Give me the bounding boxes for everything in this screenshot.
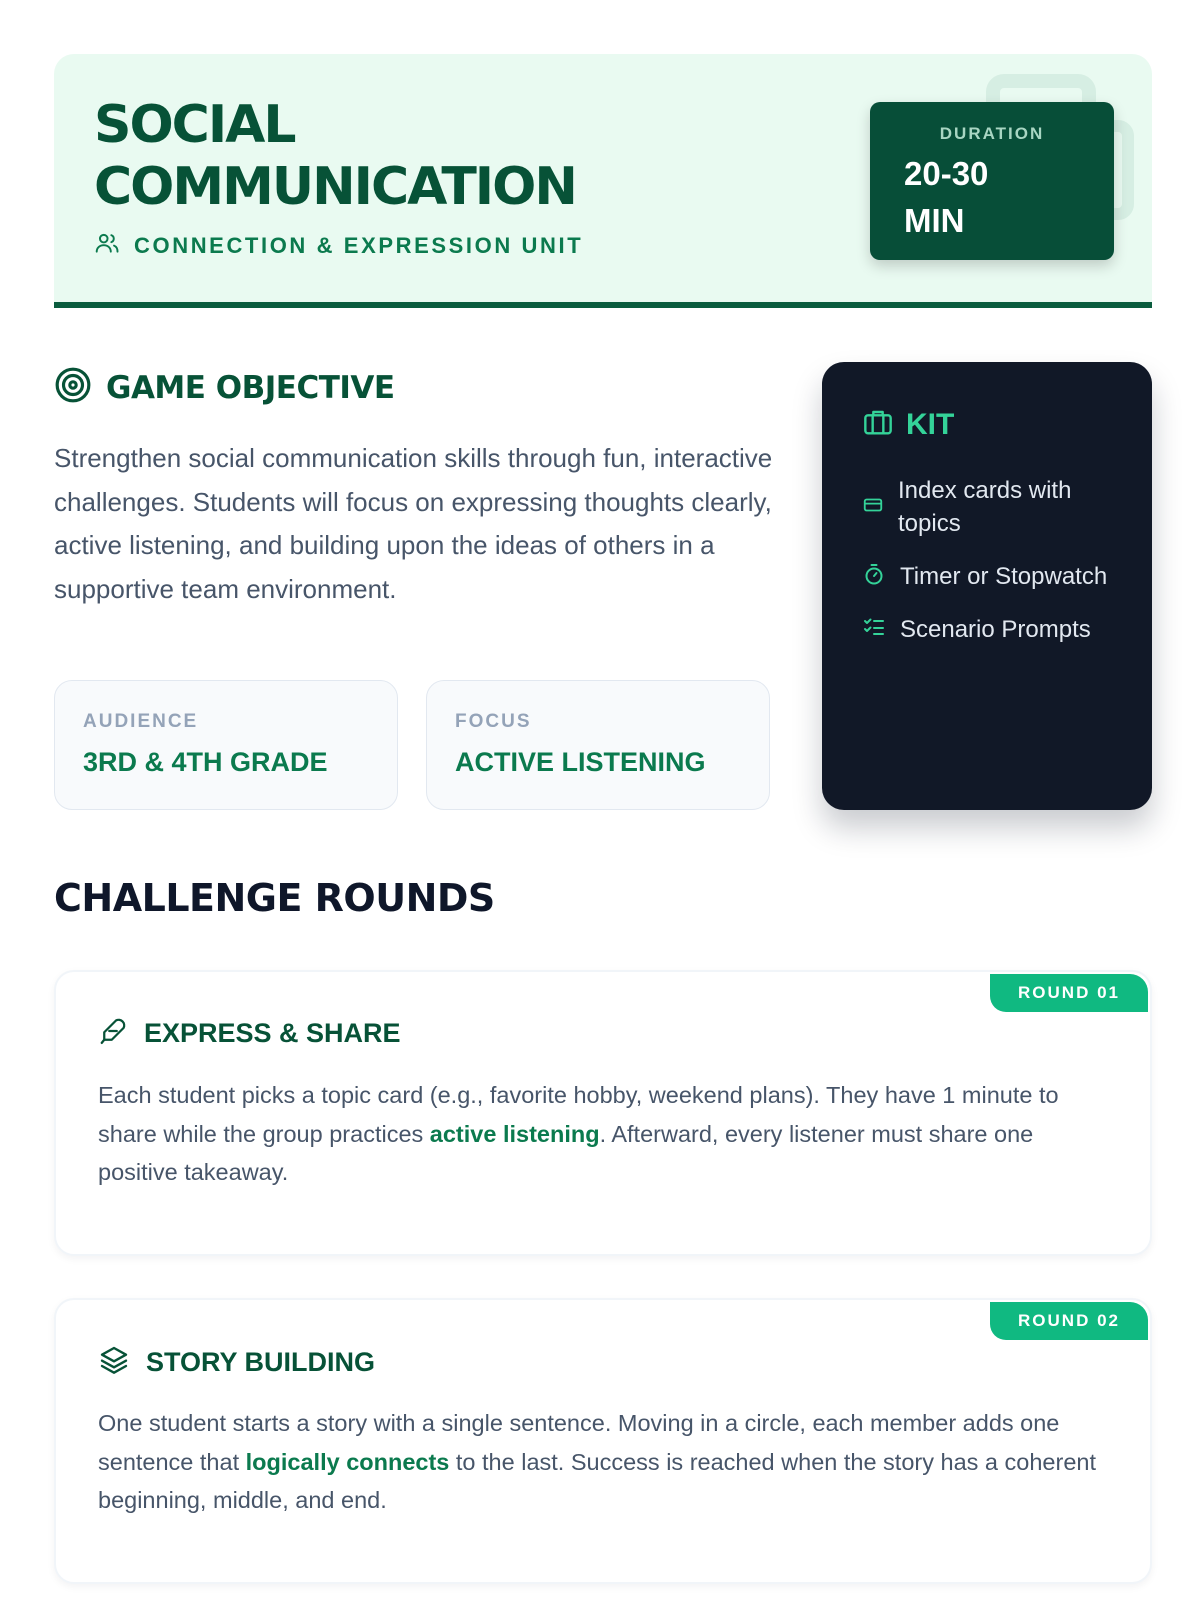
header-divider xyxy=(54,302,1152,308)
focus-label: FOCUS xyxy=(455,711,532,732)
round-card xyxy=(54,970,1152,1256)
briefcase-icon xyxy=(862,406,894,443)
objective-title: GAME OBJECTIVE xyxy=(106,369,395,406)
page-title-line1: SOCIAL xyxy=(94,95,295,155)
checklist-icon xyxy=(862,615,886,644)
focus-value: ACTIVE LISTENING xyxy=(455,747,706,777)
round-title: EXPRESS & SHARE xyxy=(144,1018,401,1048)
round-heading xyxy=(98,1344,375,1381)
kit-item-label: Index cards with topics xyxy=(898,477,1072,537)
round-text-part: Each student picks a topic card (e.g., favorite hobby, weekend plans). They have 1 minute to share while the group practices xyxy=(98,1082,1059,1147)
kit-item xyxy=(862,474,1122,540)
round-card xyxy=(54,1298,1152,1584)
subtitle-text: CONNECTION & EXPRESSION UNIT xyxy=(134,232,584,258)
audience-label: AUDIENCE xyxy=(83,711,199,732)
round-description xyxy=(98,1404,1108,1520)
round-highlight: logically connects xyxy=(245,1448,450,1475)
round-text-part: One student starts a story with a single sentence. Moving in a circle, each member adds one sentence that xyxy=(98,1410,1060,1475)
page-subtitle xyxy=(94,230,583,261)
target-icon xyxy=(54,366,92,409)
objective-text: Strengthen social communication skills through fun, interactive challenges. Students will focus on expressing thoughts clearly, active listening, and building upon the ideas of others in a supportive team environment. xyxy=(54,443,773,604)
card-icon xyxy=(862,494,884,521)
kit-item-label: Scenario Prompts xyxy=(900,616,1091,643)
kit-heading xyxy=(862,406,954,443)
round-text-part: to the last. Success is reached when the story has a coherent beginning, middle, and end. xyxy=(98,1448,1096,1513)
focus-card xyxy=(426,680,770,810)
kit-list xyxy=(862,474,1122,666)
round-badge: ROUND 02 xyxy=(990,1302,1148,1340)
kit-item-label: Timer or Stopwatch xyxy=(900,563,1108,590)
page-title-line2: COMMUNICATION xyxy=(94,157,576,217)
round-badge: ROUND 01 xyxy=(990,974,1148,1012)
round-description xyxy=(98,1076,1108,1192)
round-highlight: active listening xyxy=(429,1120,600,1147)
duration-value-line2: MIN xyxy=(904,202,965,239)
audience-card xyxy=(54,680,398,810)
users-icon xyxy=(94,230,120,261)
page-header xyxy=(54,54,1152,306)
page-title xyxy=(94,94,576,218)
duration-label: DURATION xyxy=(939,124,1045,143)
rounds-title: CHALLENGE ROUNDS xyxy=(54,876,495,920)
layers-icon xyxy=(98,1344,130,1381)
duration-badge xyxy=(870,102,1114,260)
duration-value-line1: 20-30 xyxy=(904,155,989,192)
pen-icon xyxy=(98,1016,128,1051)
round-title: STORY BUILDING xyxy=(146,1347,376,1377)
duration-value xyxy=(904,150,1094,244)
kit-item xyxy=(862,613,1122,646)
audience-value: 3RD & 4TH GRADE xyxy=(83,747,328,777)
kit-panel xyxy=(822,362,1152,810)
objective-heading xyxy=(54,366,395,409)
kit-item xyxy=(862,560,1122,593)
kit-title: KIT xyxy=(906,407,955,441)
round-text-part: . Afterward, every listener must share one positive takeaway. xyxy=(98,1120,1034,1185)
round-heading xyxy=(98,1016,401,1051)
timer-icon xyxy=(862,562,886,591)
